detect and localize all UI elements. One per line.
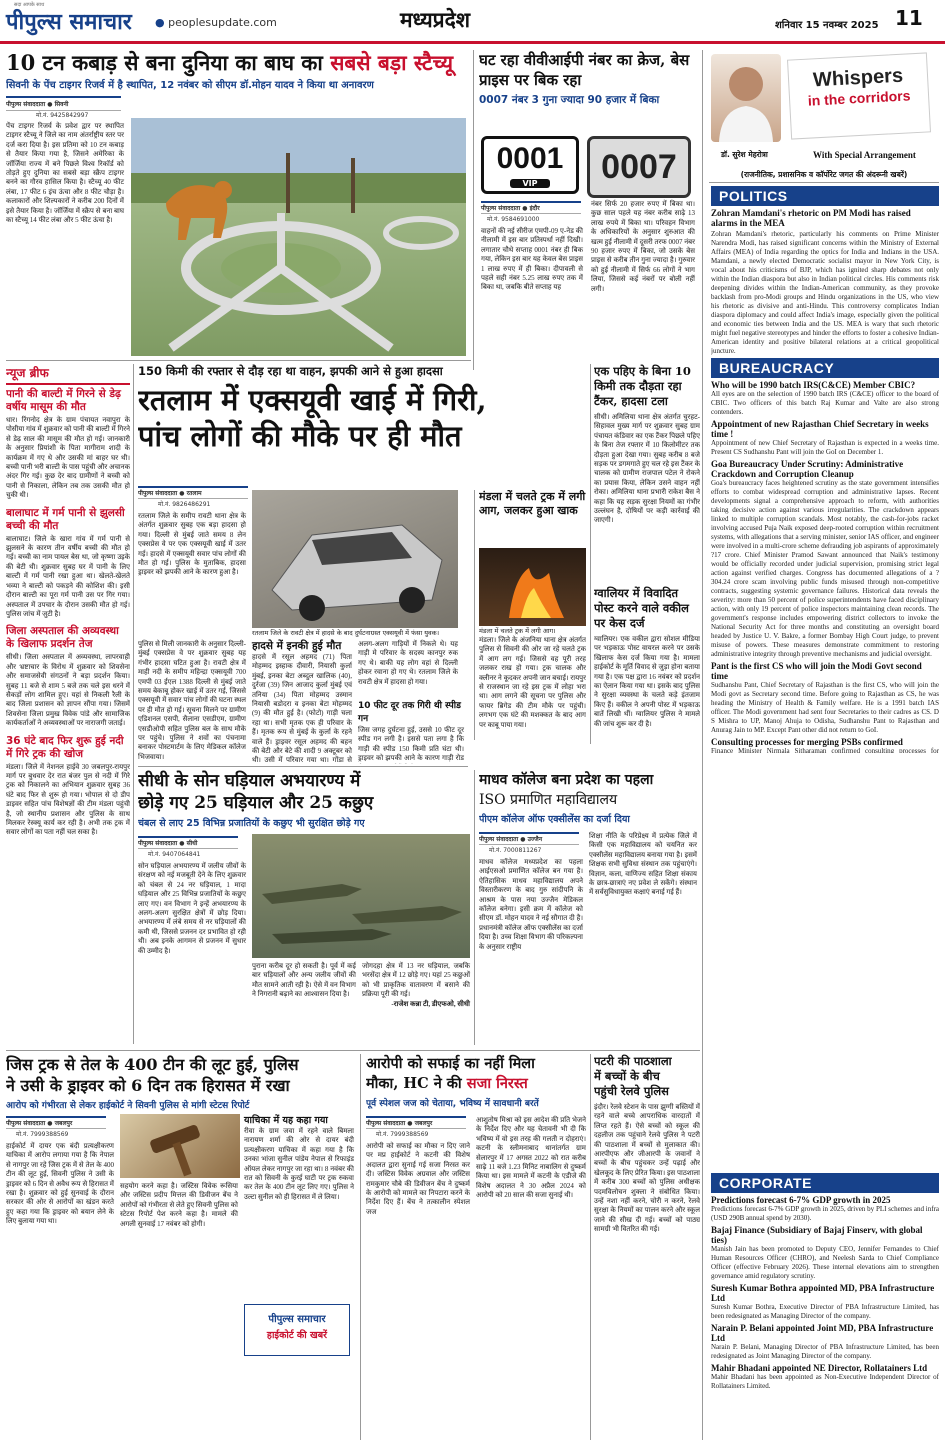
hc-headline-2-text: मौका, HC ने की	[366, 1075, 462, 1092]
gavel-photo	[120, 1114, 240, 1178]
section-title: मध्यप्रदेश	[400, 8, 471, 32]
tiger-headline	[6, 50, 468, 76]
bureaucracy-item-body: Goa's bureaucracy faces heightened scrutiny as the state government intensifies efforts to combat widespread corruption and administrative lapses. Recent developments signal a comprehensive approach to reform, with authorities taking decisive action against various irregularities. The crackdown appears linked to multiple corruption scandals. Most notably, the cash-for-jobs racket involving accused Puja Naik exposed deep-rooted corruption within recruitment systems, with allegations that a serving minister, senior IAS officer, and engineer were involved in a multi-crore scheme defrauding job aspirants of approximately ?17 crore. Chief Minister Pramod Sawant announced that Naik's testimony would be officially recorded under judicial supervision, promising strict legal action against verified charges. Congress has documented allegations of a ?304.24 crore scam involving public funds misused through non-competitive contracts, suggesting systemic governance failures. Historical data reveals the severity: more than 50 percent of police superintendents have faced disciplinary action, with only 19 percent of police inspectors maintaining clean records. The government's response includes empowering district collectors to invoke the National Security Act for three months and constituting an oversight board headed by Justice U. V. Bakre, a former Bombay High Court judge, to prevent misuse of powers. These measures demonstrate commitment to restoring administrative integrity through preventive mechanisms and judicial oversight.	[711, 479, 939, 658]
ratlam-victims-body: हादसे में रसूल अहमद (71) पिता मोहम्मद इस्हाक दीवारी, नियासी कुर्ला मुंबई, इनका बेटा अब्दुल खालिक (40), दुर्रजा (39) जिन आजाद कुर्ला मुंबई एवं तनिया (34) पिता मोहम्मद उस्मान नियासी बडोदरा व इनका बेटा मोहम्मद (9) की मौत हुई है। (फोटो) गाड़ी चला रहा था। सभी मृतक एक ही परिवार के हैं। मृतक रूप से मुंबई के कुर्ला के रहने वाले हैं। ड्राइवर रसूल अहमद की बहन की बेटी और बेटे की शादी 9 अक्टूबर को थी। उसी में परिवार गया था। गोंडा से	[252, 653, 352, 764]
gwalior-body: ग्वालियर। एक वकील द्वारा सोशल मीडिया पर भड़काऊ पोस्ट वायरल करने पर उसके खिलाफ केस दर्ज किया गया है। मामला हाईकोर्ट के मूर्ति विवाद से जुड़ा होना बताया गया है। एक पक्ष द्वारा 16 नवंबर को प्रदर्शन का ऐलान किया गया था। इसके बाद पुलिस ने सुरक्षा व्यवस्था के चलते कड़े इंतजाम किए हैं। वकील ने अपनी पोस्ट में भड़काऊ बातें लिखी थीं। ग्वालियर पुलिस ने मामले की जांच शुरू कर दी है।	[594, 635, 700, 728]
truck-box-body: रीवा के ग्राम जवा में रहने वाले बिमला नारायण शर्मा की ओर से दायर बंदी प्रत्यक्षीकरण याचिका में कहा गया है कि उनका भांजा सुनील पांडेय नेपाल से रिफाइंड ऑयल लेकर नागपुर जा रहा था। 8 नवंबर की रात को सिवनी के कुरई घाटी पर ट्रक रुकवा कर तेल के 400 टीन लूट लिए गए। पुलिस ने उल्टा सुनील को ही हिरासत में ले लिया।	[244, 1127, 354, 1201]
tagline: सदा आपके साथ	[14, 2, 45, 8]
byline-name: पीपुल्स संवाददाता	[6, 1120, 46, 1127]
bureaucracy-list	[711, 378, 939, 753]
politics-body: Zohran Mamdani's rhetoric, particularly his comments on Prime Minister Narendra Modi, has raised significant concerns within the Ministry of External Affairs (MEA) of India regarding the optics for India and Indians in the USA. Mamdani, a newly elected Democratic socialist mayor in New York City, is vocal about his criticisms of BJP, which has ignited sharp debates not only within the Indian diaspora but also in Indian political circles. His comments risk deepening divides within the Indian-American community, as they provoke backlash from pro-Modi groups and Hindu organizations in the US, who view his rhetoric as divisive and anti-Hindu. This controversy complicates Indian diaspora diplomacy and could affect India's image, especially given the political and economic ties between India and the US. MEA is wary that such rhetoric might fuel negative stereotypes and hinder the efforts to foster a cohesive Indian-American identity and positive bilateral relations at a critical geopolitical juncture.	[711, 230, 939, 355]
brief-item	[6, 507, 130, 620]
mandla-caption: मंडला में चलते ट्रक में लगी आग।	[479, 626, 586, 635]
byline-city: रतलाम	[186, 490, 202, 497]
school-headline-3: पहुंची रेलवे पुलिस	[594, 1084, 669, 1098]
byline-name: पीपुल्स संवाददाता	[138, 490, 178, 497]
truck-headline-2: ने उसी के ड्राइवर को 6 दिन तक हिरासत में रखा	[6, 1076, 290, 1095]
madhav-story	[479, 770, 699, 1045]
byline-city: उज्जैन	[527, 836, 543, 843]
bureaucracy-item	[711, 661, 939, 735]
vip-phone: मो.नं. 9584691000	[487, 216, 540, 223]
truck-phone: मो.नं. 7999388569	[16, 1131, 69, 1138]
bureaucracy-item-body: Appointment of new Chief Secretary of Rajasthan is expected in a weeks time. Present CS Sudhanshu Pant will join the GoI on December 1.	[711, 439, 939, 456]
corporate-item-body: Narain P. Belani, Managing Director of PBA Infrastructure Limited, has been redesignated as Joint Managing Director of the company.	[711, 1343, 939, 1360]
mandla-story	[479, 490, 586, 740]
ratlam-victims-head: हादसे में इनकी हुई मौत	[252, 640, 342, 652]
corporate-item	[711, 1363, 939, 1391]
hc-story	[366, 1054, 588, 1440]
corporate-item-head: Mahir Bhadani appointed NE Director, Rollatainers Ltd	[711, 1363, 928, 1373]
mandla-headline: मंडला में चलते ट्रक में लगी आग, जलकर हुआ खाक	[479, 490, 586, 517]
madhav-byline: पीपुल्स संवाददाता ● उज्जैन	[479, 832, 579, 845]
madhav-headline-1: माधव कॉलेज बना प्रदेश का पहला	[479, 772, 654, 788]
truck-box-head: याचिका में यह कहा गया	[244, 1115, 328, 1126]
news-brief-label: न्यूज ब्रीफ	[6, 364, 130, 385]
vip-plate-2-number: 0007	[601, 148, 677, 186]
byline-name: पीपुल्स संवाददाता	[138, 840, 178, 847]
vip-plate-1-number: 0001	[496, 142, 564, 175]
corporate-item	[711, 1283, 939, 1321]
corporate-item-body: Predictions forecast 6-7% GDP growth in 2025, driven by PLI schemes and infra (USD 290B annual spend by 2030).	[711, 1205, 939, 1222]
brief-item-body: धार। रिंगनोद क्षेत्र के ग्राम पंचायत नवापुरा के पोसीया गांव में शुक्रवार को पानी की बाल्टी में गिरने से डेढ़ साल की मासूम की मौत हो गई। जानकारी के अनुसार प्रियांशी के पिता मागीराम शादी के कार्यक्रम में गए थे और उसकी मां बाहर घर थी। बच्ची पानी भरी बाल्टी के पास पहुंची और अचानक अंदर गिर गई। कुछ देर बाद ग्रामीणों ने बच्ची को पानी से निकाला, लेकिन तब तक उसकी मौत हो चुकी थी।	[6, 416, 130, 500]
truck-story	[6, 1054, 356, 1440]
tiger-subhead: सिवनी के पेंच टाइगर रिजर्व में है स्थापित, 12 नवंबर को सीएम डॉ.मोहन यादव ने किया था अनावरण	[6, 80, 374, 91]
vip-body-1: वाहनों की नई सीरीज एमपी-09 ए-नेड की नीलामी में इस बार प्रतिस्पर्धा नहीं दिखी। लगातार चौथे सप्ताह 0001 नंबर ही बिक गया, लेकिन इस बार यह केवल बेस प्राइस 1 लाख रुपए में ही बिका। दीपावली से पहले सही नंबर 5.25 लाख रुपए तक में बिका था, जबकि बीते सप्ताह यह	[481, 227, 583, 292]
ghariyal-byline: पीपुल्स संवाददाता ● सीधी	[138, 836, 238, 849]
person-icon	[711, 54, 781, 142]
bureaucracy-item-head: Goa Bureaucracy Under Scrutiny: Administrative Crackdown and Corruption Cleanup	[711, 459, 904, 479]
politics-head: Zohran Mamdani's rhetoric on PM Modi has raised alarms in the MEA	[711, 208, 911, 228]
school-headline-1: पटरी की पाठशाला	[594, 1054, 672, 1068]
politics-label: POLITICS	[711, 186, 939, 206]
ratlam-headline-2: पांच लोगों की मौके पर ही मौत	[138, 419, 462, 453]
byline-name: पीपुल्स संवाददाता	[366, 1120, 406, 1127]
corporate-item-body: Manish Jain has been promoted to Deputy CEO, Jennifer Fernandes to Chief Human Resources Officer (CHRO), and Neelesh Sarda to Chief Compliance Officer (effective February 2026). These internal elevations aim to strengthen governance amid regulatory scrutiny.	[711, 1245, 939, 1280]
ratlam-kicker: 150 किमी की रफ्तार से दौड़ रहा था वाहन, झपकी आने से हुआ हादसा	[138, 364, 443, 378]
ratlam-body-3: अलग-अलग गाड़ियों में निकले थे। यह गाड़ी मे परिवार के सदस्य कानपुर रुक गए थे। बाकी यह लोग वहां से दिल्ली होकर रवाना हो गए थे। रतलाम जिले के रावटी क्षेत्र में हादसा हो गया।	[358, 640, 458, 686]
date: शनिवार 15 नवम्बर 2025	[775, 20, 879, 31]
tiger-body: पेंच टाइगर रिजर्व के प्रवेश द्वार पर स्थापित टाइगर स्टैच्यू ने जिले का नाम अंतर्राष्ट्रीय स्तर पर दर्ज करा दिया है। इस प्रतिमा को 10 टन कबाड़ से तैयार किया गया है, जिसने अमेरिका के जॉर्जिया राज्य में बने पिछले विश्व रिकॉर्ड को तोड़ते हुए दुनिया का सबसे बड़ा स्क्रैप टाइगर बनने का गौरव हासिल किया है। स्टैच्यू 40 फीट लंबा, 17 फीट 6 इंच ऊंचा और 8 फीट चौड़ा है। कलाकारों और शिल्पकारों ने करीब 200 दिनों में इसे तैयार किया है। जॉर्जिया में स्क्रैप से बना बाघ का स्टैच्यू 14 फीट लंबा और 5 फीट ऊंचा है।	[6, 122, 124, 225]
ratlam-caption: रतलाम जिले के रावटी क्षेत्र में हादसे के बाद दुर्घटनाग्रस्त एक्सयूवी में फंसा युवक।	[252, 628, 458, 637]
bureaucracy-item-body: All eyes are on the selection of 1990 batch IRS (C&CE) officer to the board of CBIC. Two officers of this batch Raj Kumar and Valte are also strong contenders.	[711, 390, 939, 416]
corporate-item-head: Narain P. Belani appointed Joint MD, PBA Infrastructure Ltd	[711, 1323, 934, 1343]
corporate-list	[711, 1193, 939, 1441]
vip-body-2: नंबर सिर्फ 20 हजार रुपए में बिका था। कुछ साल पहले यह नंबर करीब साढ़े 13 लाख रुपये में बिका था। परिवहन विभाग के अधिकारियों के अनुसार शुरुआत की खत्म हुई नीलामी में दूसरी तरफ 0007 नंबर 90 हजार रुपए में बिका, जो उसके बेस प्राइस से करीब तीन गुना ज्यादा है। गुरुवार को हुई नीलामी में सिर्फ 66 लोगों ने भाग लिया, जिससे कई नंबरों पर बोली नहीं लगी।	[591, 200, 695, 293]
ratlam-byline: पीपुल्स संवाददाता ● रतलाम	[138, 486, 248, 499]
bureaucracy-item-head: Who will be 1990 batch IRS(C&CE) Member CBIC?	[711, 380, 916, 390]
globe-icon: ●	[155, 16, 165, 29]
ratlam-body-2: पुलिस से मिली जानकारी के अनुसार दिल्ली-मुंबई एक्सप्रेस वे पर शुक्रवार सुबह यह गंभीर हादसा घटित हुआ है। रावटी क्षेत्र में माही नदी के समीप महिन्द्रा एक्सयूवी 700 एमपी 03 ईएल 1388 दिल्ली से मुंबई जाते समय बेकाबू होकर खाई में उतर गई, जिससे एक्सयूवी में सवार पांच लोगों की घटना स्थल पर ही मौत हो गई। सूचना मिलने पर ग्रामीण एडिशनल एसपी, सैलाना एसडीएम, ग्रामीण एसडीओपी सहित पुलिस बल के साथ मौके पर पहुंचे। पुलिस ने शवों का पंचनामा बनाकर पोस्टमार्टम के लिए मेडिकल कॉलेज भिजवाया।	[138, 640, 246, 761]
byline-city: जबलपुर	[414, 1120, 433, 1127]
ghariyal-headline-1: सीधी के सोन घड़ियाल अभयारण्य में	[138, 771, 361, 791]
byline-city: सीधी	[186, 840, 198, 847]
brief-item	[6, 735, 130, 838]
madhav-phone: मो.नं. 7000811267	[489, 847, 542, 854]
bureaucracy-item-head: Consulting processes for merging PSBs confirmed	[711, 737, 903, 747]
vip-byline: पीपुल्स संवाददाता ● इंदौर	[481, 201, 581, 214]
ghariyal-headline-2: छोड़े गए 25 घड़ियाल और 25 कछुए	[138, 793, 374, 813]
vip-plate-1	[481, 136, 579, 194]
madhav-body-1: माधव कॉलेज मध्यप्रदेश का पहला आईएसओ प्रमाणित कॉलेज बन गया है। ऐतिहासिक माधव महाविद्यालय अपने विस्तारीकरण के बाद गुरु सांदीपनि के आश्रम के पास नया उज्जैन मेडिकल कॉलेज बनेगा। इसी क्रम में कॉलेज को सीएम डॉ. मोहन यादव ने नई सौगात दी है। प्रधानमंत्री कॉलेज ऑफ एक्सीलेंस का दर्जा दिया है। उच्च शिक्षा विभाग की परिकल्पना के अनुसार राष्ट्रीय	[479, 858, 583, 951]
brief-item	[6, 625, 130, 728]
madhav-subhead: पीएम कॉलेज ऑफ एक्सीलेंस का दर्जा दिया	[479, 814, 630, 825]
mandla-body: मंडला। जिले के अंजनिया थाना क्षेत्र अंतर्गत पुलिस से सिवनी की ओर जा रहे चलते ट्रक में आग लग गई। जिससे वह पूरी तरह जलकर राख हो गया। ट्रक चालक और क्लीनर ने कूदकर अपनी जान बचाई। रायपुर से राजस्थान जा रहे इस ट्रक में लोहा भरा था। आग लगने की सूचना पर पुलिस और फायर ब्रिगेड की टीम मौके पर पहुंची। लगभग एक घंटे की मशक्कत के बाद आग पर काबू पाया गया।	[479, 636, 586, 729]
gwalior-headline: ग्वालियर में विवादित पोस्ट करने वाले वकील पर केस दर्ज	[594, 586, 689, 630]
bureaucracy-item	[711, 419, 939, 457]
ratlam-photo	[252, 490, 458, 628]
ratlam-victims-box	[252, 640, 352, 764]
madhav-body-2: शिक्षा नीति के परिप्रेक्ष्य में प्रत्येक जिले में किसी एक महाविद्यालय को चयनित कर एक्सीलेंस महाविद्यालय बनाया गया है। इसमें शिक्षक सभी सुविधा संस्थान तक पहुंचाएंगे। विज्ञान, कला, वाणिज्य सहित शिक्षा संकाय के छात्र-छात्राएं नए प्रवेश ले सकेंगे। संस्थान में सर्वसुविधायुक्त कक्षाएं बनाई गई हैं।	[589, 832, 697, 897]
truck-box	[244, 1114, 354, 1202]
news-brief	[6, 364, 130, 1044]
ghariyal-story	[138, 770, 471, 1045]
byline-city: इंदौर	[529, 205, 540, 212]
vip-plate-2	[587, 136, 691, 198]
school-headline-2: में बच्चों के बीच	[594, 1069, 660, 1083]
tiger-byline: पीपुल्स संवाददाता ● सिवनी	[6, 96, 121, 111]
vip-subhead: 0007 नंबर 3 गुना ज्यादा 90 हजार में बिका	[479, 94, 660, 106]
corporate-item-head: Suresh Kumar Bothra appointed MD, PBA Infrastructure Ltd	[711, 1283, 935, 1303]
website	[155, 16, 277, 29]
brief-item-head: पानी की बाल्टी में गिरने से डेढ़ वर्षीय मासूम की मौत	[6, 388, 121, 413]
corporate-item	[711, 1225, 939, 1281]
highcourt-logo-sub: हाईकोर्ट की खबरें	[266, 1330, 328, 1341]
tiger-statue-illustration	[131, 118, 466, 356]
bureaucracy-item	[711, 737, 939, 753]
corporate-item	[711, 1323, 939, 1361]
tiger-story	[6, 50, 468, 360]
masthead	[0, 0, 945, 44]
whispers-title-2: in the corridors	[807, 87, 911, 109]
highcourt-logo-title: पीपुल्स समाचार	[268, 1314, 326, 1325]
truck-subhead: आरोप को गंभीरता से लेकर हाईकोर्ट ने सिवनी पुलिस से मांगी स्टेटस रिपोर्ट	[6, 1101, 250, 1111]
ratlam-speed-box	[358, 700, 464, 764]
byline-name: पीपुल्स संवाददाता	[481, 205, 521, 212]
truck-byline: पीपुल्स संवाददाता ● जबलपुर	[6, 1116, 106, 1129]
hc-headline-1: आरोपी को सफाई का नहीं मिला	[366, 1055, 535, 1072]
madhav-headline-2: ISO प्रमाणित महाविद्यालय	[479, 792, 618, 808]
vip-story	[479, 50, 697, 372]
ratlam-body-1: रतलाम जिले के समीप रावटी थाना क्षेत्र के अंतर्गत शुक्रवार सुबह एक बड़ा हादसा हो गया। दिल्ली से मुंबई जाते समय 8 लेन एक्सप्रेस वे पर एक एक्सयूवी खाई में उतर गई। हादसे में एक्सयूवी सवार पांच लोगों की मौत हो गई। पुलिस के मुताबिक, हादसा ड्राइवर को झपकी आने के कारण हुआ है।	[138, 512, 246, 577]
byline-name: पीपुल्स संवाददाता	[479, 836, 519, 843]
bureaucracy-item-head: Pant is the first CS who will join the Modi Govt second time	[711, 661, 922, 681]
ratlam-phone: मो.नं. 9826486291	[158, 501, 211, 508]
website-text: peoplesupdate.com	[168, 16, 277, 29]
whispers-title	[787, 52, 931, 139]
corporate-item-body: Mahir Bhadani has been appointed as Non-Executive Independent Director of Rollatainers Limited.	[711, 1373, 939, 1390]
school-story	[594, 1054, 700, 1440]
truck-body-1: हाईकोर्ट में दायर एक बंदी प्रत्यक्षीकरण याचिका में आरोप लगाया गया है कि नेपाल से नागपुर जा रहे जिस ट्रक में से तेल के 400 टीन की लूट हुई, सिवनी पुलिस ने उसी के ड्राइवर को 6 दिन से अवैध रूप से हिरासत में रखा है। शुक्रवार को हुई सुनवाई के दौरान सरकार की ओर से आरोपों का खंडन करते हुए कहा गया कि ड्राइवर को बयान लेने के लिए बुलाया गया था।	[6, 1142, 114, 1226]
brief-item-body: मंडला। जिले में नेशनल हाईवे 30 जबलपुर-रायपुर मार्ग पर बुधवार देर रात बंजर पुल से नदी में गिरे ट्रक को निकालने का अभियान शुक्रवार सुबह 36 घंटे बाद फिर से शुरू हो गया। भोपाल से दो डीप डाइवर सहित पांच विशेषज्ञों की टीम मंडला पहुंची है, जो स्थानीय प्रशासन और पुलिस के साथ मिलकर रेस्क्यू कार्य कर रही है। अभी तक ट्रक में सवार लोगों का पता नहीं चल सका है।	[6, 762, 130, 837]
hc-body-1: आरोपी को सफाई का मौका न दिए जाने पर मप्र हाईकोर्ट ने कटनी की विशेष अदालत द्वारा सुनाई गई सजा निरस्त कर दी। जस्टिस विवेक अग्रवाल और जस्टिस रामकुमार चौबे की डिवीजन बेंच ने दुष्कर्म के आरोपी को मामले का निपटारा करने के निर्देश दिए हैं। बेंच ने तत्कालीन स्पेशल जज	[366, 1142, 470, 1216]
crocodiles-illustration	[252, 834, 470, 958]
corporate-item-head: Predictions forecast 6-7% GDP growth in 2025	[711, 1195, 891, 1205]
tanker-story	[594, 364, 700, 584]
whispers-box	[707, 50, 939, 170]
ghariyal-body-2: पुराना करीब दूर हो सकती है। पूर्व में कई बार घड़ियालों और अन्य जलीय जीवों की मौत सामने आती रही है। ऐसे में वन विभाग ने निगरानी बढ़ाने का आश्वासन दिया है।	[252, 962, 356, 999]
wrecked-car-illustration	[252, 490, 458, 628]
logo	[6, 6, 132, 36]
byline-city: सिवनी	[54, 101, 69, 108]
ghariyal-quote: -राजेश कन्ना टी, डीएफओ, सीधी	[391, 999, 470, 1008]
bureaucracy-item-head: Appointment of new Rajasthan Chief Secretary in weeks time !	[711, 419, 929, 439]
hc-headline-2-red: सजा निरस्त	[466, 1075, 528, 1092]
truck-body-2: सहयोग करने कहा है। जस्टिस विवेक रूसिया और जस्टिस प्रदीप मित्तल की डिवीजन बेंच ने आरोपों को गंभीरता से लेते हुए सिवनी पुलिस को स्टेटस रिपोर्ट पेश करने कहा है। मामले की अगली सुनवाई 17 नवंबर को होगी।	[120, 1182, 238, 1228]
brief-item-head: 36 घंटे बाद फिर शुरू हुई नदी में गिरे ट्रक की खोज	[6, 734, 124, 760]
ratlam-speed-head: 10 फीट दूर तक गिरी थी स्पीड गन	[358, 701, 461, 724]
whispers-author: डॉ. सुरेश मेहरोत्रा	[721, 150, 768, 159]
corporate-item-body: Suresh Kumar Bothra, Executive Director of PBA Infrastructure Limited, has been redesignated as Managing Director of the company.	[711, 1303, 939, 1320]
vip-headline: घट रहा वीवीआईपी नंबर का क्रेज, बेस प्राइस पर बिक रहा	[479, 51, 690, 89]
page-number: 11	[895, 6, 923, 30]
ratlam-headline-1: रतलाम में एक्सयूवी खाई में गिरी,	[138, 383, 487, 417]
truck-headline-1: जिस ट्रक से तेल के 400 टीन की लूट हुई, पुलिस	[6, 1055, 299, 1074]
bureaucracy-item-body: Finance Minister Nirmala Sitharaman confirmed consulting processes for	[711, 747, 939, 753]
hc-phone: मो.नं. 7999388569	[376, 1131, 429, 1138]
whispers-arrangement: With Special Arrangement	[813, 150, 916, 160]
logo-text: पीपुल्स समाचार	[6, 10, 132, 35]
bureaucracy-label: BUREAUCRACY	[711, 358, 939, 378]
whispers-tagline: (राजनीतिक, प्रशासनिक व कॉर्पोरेट जगत की अंदरूनी खबरें)	[709, 170, 939, 183]
gavel-icon	[120, 1114, 240, 1178]
mandla-photo	[479, 548, 586, 626]
highcourt-logo	[244, 1304, 350, 1356]
whispers-title-1: Whispers	[812, 64, 904, 92]
tiger-headline-text: 10 टन कबाड़ से बना दुनिया का बाघ का	[6, 50, 323, 75]
brief-item-body: सीधी। जिला अस्पताल में अव्यवस्था, लापरवाही और भ्रष्टाचार के विरोध में शुक्रवार को शिवसेना और समाजसेवी संगठनों ने बड़ा प्रदर्शन किया। सुबह 11 बजे से शाम 5 बजे तक चले इस धरने में सैकड़ों लोग शामिल हुए। यहां से निकली रैली के बाद जिला प्रशासन को ज्ञापन सौंपा गया। जिसमें शिवसेना जिला प्रमुख विवेक पांडे और सामाजिक कार्यकर्ताओं ने अव्यवस्थाओं पर नाराजगी जताई।	[6, 653, 130, 728]
ghariyal-phone: मो.नं. 9407064841	[148, 851, 201, 858]
fire-truck-illustration	[479, 548, 586, 626]
brief-item	[6, 388, 130, 501]
tanker-headline: एक पहिए के बिना 10 किमी तक दौड़ता रहा टैंकर, हादसा टला	[594, 364, 691, 408]
tiger-headline-red: सबसे बड़ा स्टैच्यू	[330, 50, 454, 75]
ghariyal-photo	[252, 834, 470, 958]
ratlam-speed-body: जिस जगह दुर्घटना हुई, उससे 10 फीट दूर स्पीड गन लगी है। इससे पता लगा है कि गाड़ी की स्पीड 150 किमी प्रति घंटा थी। ड्राइवर को झपकी आने के कारण गाड़ी रोड	[358, 726, 464, 763]
byline-city: जबलपुर	[54, 1120, 73, 1127]
vip-plate-1-tag: VIP	[510, 179, 550, 188]
tiger-phone: मो.नं. 9425842997	[36, 112, 89, 119]
hc-byline: पीपुल्स संवाददाता ● जबलपुर	[366, 1116, 466, 1129]
corporate-label: CORPORATE	[711, 1173, 939, 1193]
ghariyal-tip	[362, 962, 470, 1009]
byline-name: पीपुल्स संवाददाता	[6, 101, 46, 108]
brief-item-head: बालाघाट में गर्म पानी से झुलसी बच्ची की मौत	[6, 506, 125, 532]
gwalior-story	[594, 586, 700, 744]
tanker-body: सीधी। अमिलिया थाना क्षेत्र अंतर्गत चुरहट-सिहावल मुख्य मार्ग पर शुक्रवार सुबह ग्राम पंचायत कंडिवार का एक टैंकर पिछले पहिए के बिना तेज रफ्तार में 10 किलोमीटर तक दौड़ता हुआ देखा गया। सुबह करीब 8 बजे सड़क पर डगमगाते हुए चल रहे इस टैंकर के चालक को ग्रामीण राजपाल पटेल ने रोकने का प्रयास किया, लेकिन उसने वाहन नहीं रोका। अमिलिया थाना प्रभारी राकेश बैस ने कहा कि यह सड़क सुरक्षा नियमों का गंभीर उल्लंघन है, दोषियों पर कड़ी कार्रवाई की जाएगी।	[594, 413, 700, 525]
brief-item-head: जिला अस्पताल की अव्यवस्था के खिलाफ प्रदर्शन तेज	[6, 625, 119, 651]
hc-headline-2	[366, 1074, 588, 1094]
bureaucracy-item-body: Sudhanshu Pant, Chief Secretary of Rajasthan is the first CS, who will join the Modi govt as Secretary second time. Before going to Rajasthan as CS, he was heading the Ministry of Health & Family welfare. He is a 1991 batch IAS officer. The Modi government had sent four Secretaries to their cadres as CS. D S Mishra to UP, Manoj Ahuja to Odisha, Sudhanshu Pant to Rajasthan and Anurag Jain to MP. Except Pant other did not return to GoI.	[711, 681, 939, 734]
politics-story	[711, 206, 939, 356]
hc-body-2: आशुतोष मिश्रा को इस आदेश की प्रति भेजने के निर्देश दिए और यह चेतावनी भी दी कि भविष्य में वो इस तरह की गलती न दोहराएं। कटनी के स्लीमनाबाद थानांतर्गत ग्राम सेलारपुर में 17 अगस्त 2022 को रात करीब साढ़े 11 बजे 1.23 मिनिट नाबालिग से दुष्कर्म किया था। इस मामले में कटनी के एडीजे की विशेष अदालत ने 30 अप्रैल 2024 को आरोपी को 20 साल की सजा सुनाई थी।	[476, 1116, 586, 1200]
school-body: इंदौर। रेलवे स्टेशन के पास झुग्गी बस्तियों में रहने वाले बच्चे आपराधिक वारदातों में लिप्त रहते हैं। ऐसे बच्चों को स्कूल की दहलीज तक पहुंचाने रेलवे पुलिस ने पटरी की पाठशाला में बच्चों से मुलाकात की। आरपीएफ और जीआरपी के जवानों ने बच्चों के बीच पहुंचकर उन्हें पढ़ाई और खेलकूद के लिए प्रेरित किया। इस पाठशाला में करीब 300 बच्चों को पुलिस अधीक्षक पदमविलोचन शुक्ला ने संबोधित किया। उन्हें नशा नहीं करने, चोरी न करने, रेलवे सुरक्षा के नियमों का पालन करने और स्कूल जाने की सीख दी गई। बच्चों को पाठ्य सामग्री भी वितरित की गई।	[594, 1103, 700, 1234]
bureaucracy-item	[711, 459, 939, 659]
hc-subhead: पूर्व स्पेशल जज को चेताया, भविष्य में सावधानी बरतें	[366, 1099, 539, 1109]
corporate-item-head: Bajaj Finance (Subsidiary of Bajaj Finserv, with global ties)	[711, 1225, 923, 1245]
ghariyal-tip-body: जोगदहा क्षेत्र में 13 नर घड़ियाल, जबकि भरसेंदा क्षेत्र में 12 छोड़े गए। यहां 25 कछुओं को भी प्राकृतिक वातावरण में बसाने की प्रक्रिया पूरी की गई।	[362, 962, 470, 999]
ghariyal-subhead: चंबल से लाए 25 विभिन्न प्रजातियों के कछुए भी सुरक्षित छोड़े गए	[138, 818, 365, 829]
bureaucracy-item	[711, 380, 939, 417]
corporate-item	[711, 1195, 939, 1223]
tiger-photo	[131, 118, 466, 356]
brief-item-body: बालाघाट। जिले के खारा गांव में गर्म पानी से झुलसने के कारण तीन वर्षीय बच्ची की मौत हो गई। बच्ची का नाम पायल बेस था, जो कृष्णा उइके की बेटी थी। शुक्रवार सुबह घर में पानी के लिए बाल्टी में गर्म पानी रखा हुआ था। खेलते-खेलते भव्या ने बाल्टी को पकड़ने की कोशिश की। इसी दौरान बाल्टी का पूरा गर्म पानी उस पर गिर गया। अस्पताल में उपचार के दौरान उसकी मौत हो गई। पुलिस जांच में जुटी है।	[6, 534, 130, 618]
author-photo	[711, 54, 781, 142]
ghariyal-body-1: सोन घड़ियाल अभयारण्य में जलीय जीवों के संरक्षण को नई मजबूती देने के लिए शुक्रवार को चंबल से 24 नर घड़ियाल, 1 मादा घड़ियाल और 25 विभिन्न प्रजातियों के कछुए लाए गए। वन विभाग ने इन्हें अभयारण्य के अलग-अलग सुरक्षित क्षेत्रों में छोड़ दिया। अभयारण्य में लंबे समय से नर घड़ियालों की कमी थी, जिससे प्रजनन दर प्रभावित हो रही थी। अब इनके आगमन से प्रजनन में सुधार की उम्मीद है।	[138, 862, 246, 955]
